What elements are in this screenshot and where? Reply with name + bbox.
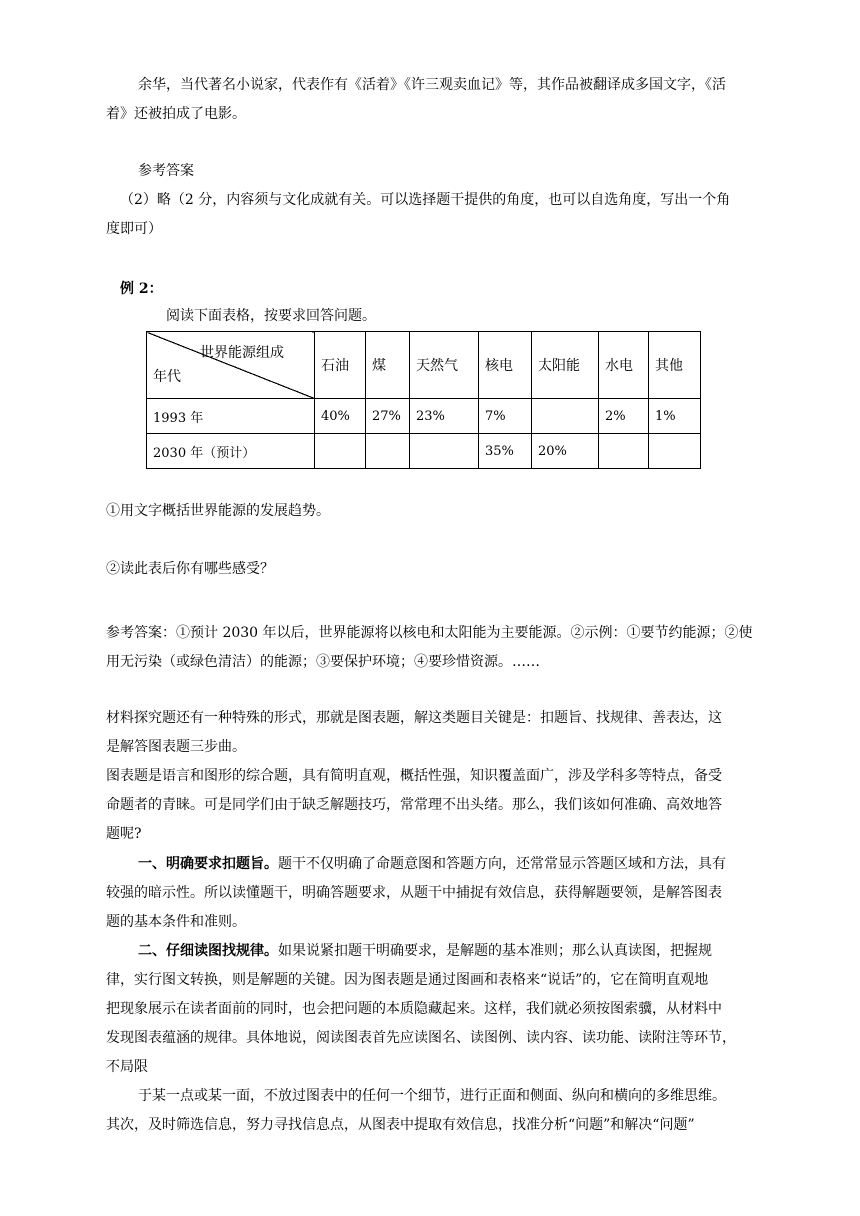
table-row xyxy=(147,434,701,469)
section2-line7: 其次，及时筛选信息，努力寻找信息点，从图表中提取有效信息，找准分析“问题”和解决“问题” xyxy=(106,1117,695,1133)
section1-text: 题干不仅明确了命题意图和答题方向，还常常显示答题区域和方法，具有 xyxy=(278,856,726,872)
table-cell xyxy=(649,434,701,469)
table-cell: 1% xyxy=(649,399,701,434)
table-cell: 40% xyxy=(315,399,366,434)
table-cell: 20% xyxy=(532,434,599,469)
section2-line2: 律，实行图文转换，则是解题的关键。因为图表题是通过图画和表格来“说话”的，它在简明直观地 xyxy=(106,972,709,988)
answer-line-1: （2）略（2 分，内容须与文化成就有关。可以选择题干提供的角度，也可以自选角度，写出一个角 xyxy=(120,192,731,208)
energy-table xyxy=(146,331,701,469)
question-1: ①用文字概括世界能源的发展趋势。 xyxy=(106,503,330,519)
table-cell xyxy=(599,434,649,469)
header-cell: 煤 xyxy=(366,332,410,399)
intro-line-2: 着》还被拍成了电影。 xyxy=(106,106,246,122)
answer-heading: 参考答案 xyxy=(138,163,194,179)
section2-line5: 不局限 xyxy=(106,1059,148,1075)
question-2: ②读此表后你有哪些感受？ xyxy=(106,561,274,577)
answer-line-2: 度即可） xyxy=(106,221,162,237)
section2-line6: 于某一点或某一面，不放过图表中的任何一个细节，进行正面和侧面、纵向和横向的多维思维。 xyxy=(138,1088,726,1104)
table-cell: 7% xyxy=(479,399,532,434)
example-instruction: 阅读下面表格，按要求回答问题。 xyxy=(166,308,376,324)
section2-text: 如果说紧扣题干明确要求，是解题的基本准则；那么认真读图，把握规 xyxy=(278,943,712,959)
year-cell: 1993 年 xyxy=(147,399,315,434)
section1-line3: 题的基本条件和准则。 xyxy=(106,914,246,930)
table-header-row xyxy=(147,332,701,399)
table-row xyxy=(147,399,701,434)
header-cell: 其他 xyxy=(649,332,701,399)
section2-line3: 把现象展示在读者面前的同时，也会把问题的本质隐藏起来。这样，我们就必须按图索骥，从材料中 xyxy=(106,1001,722,1017)
table-cell: 35% xyxy=(479,434,532,469)
table-cell: 2% xyxy=(599,399,649,434)
table-cell xyxy=(532,399,599,434)
body-para1-line1: 材料探究题还有一种特殊的形式，那就是图表题，解这类题目关键是：扣题旨、找规律、善表达，这 xyxy=(106,710,722,726)
section2-line1 xyxy=(106,937,766,966)
table-cell xyxy=(366,434,410,469)
corner-bottom-label: 年代 xyxy=(153,369,181,385)
section2-title: 二、仔细读图找规律。 xyxy=(138,943,278,959)
header-cell: 核电 xyxy=(479,332,532,399)
body-para2-line3: 题呢? xyxy=(106,826,142,842)
table-cell xyxy=(315,434,366,469)
body-para2-line2: 命题者的青睐。可是同学们由于缺乏解题技巧，常常理不出头绪。那么，我们该如何准确、高效地答 xyxy=(106,797,722,813)
body-para1-line2: 是解答图表题三步曲。 xyxy=(106,739,246,755)
answer2-line-1: 参考答案：①预计 2030 年以后，世界能源将以核电和太阳能为主要能源。②示例：①要节约能源；②使 xyxy=(106,625,753,641)
table-cell: 27% xyxy=(366,399,410,434)
header-cell: 水电 xyxy=(599,332,649,399)
answer2-line-2: 用无污染（或绿色清洁）的能源；③要保护环境；④要珍惜资源。…… xyxy=(106,654,540,670)
section1-line2: 较强的暗示性。所以读懂题干，明确答题要求，从题干中捕捉有效信息，获得解题要领，是解答图表 xyxy=(106,885,722,901)
table-corner-cell xyxy=(147,332,315,399)
example-label: 例 2： xyxy=(120,281,163,297)
table-cell xyxy=(410,434,479,469)
section1-line1 xyxy=(106,850,766,879)
header-cell: 天然气 xyxy=(410,332,479,399)
body-para2-line1: 图表题是语言和图形的综合题，具有简明直观，概括性强，知识覆盖面广，涉及学科多等特点，备受 xyxy=(106,768,722,784)
header-cell: 石油 xyxy=(315,332,366,399)
section1-title: 一、明确要求扣题旨。 xyxy=(138,856,278,872)
header-cell: 太阳能 xyxy=(532,332,599,399)
intro-line-1: 余华，当代著名小说家，代表作有《活着》《许三观卖血记》等，其作品被翻译成多国文字，《活 xyxy=(138,77,726,93)
year-cell: 2030 年（预计） xyxy=(147,434,315,469)
table-cell: 23% xyxy=(410,399,479,434)
section2-line4: 发现图表蕴涵的规律。具体地说，阅读图表首先应读图名、读图例、读内容、读功能、读附注等环节， xyxy=(106,1030,736,1046)
corner-top-label: 世界能源组成 xyxy=(200,345,284,361)
